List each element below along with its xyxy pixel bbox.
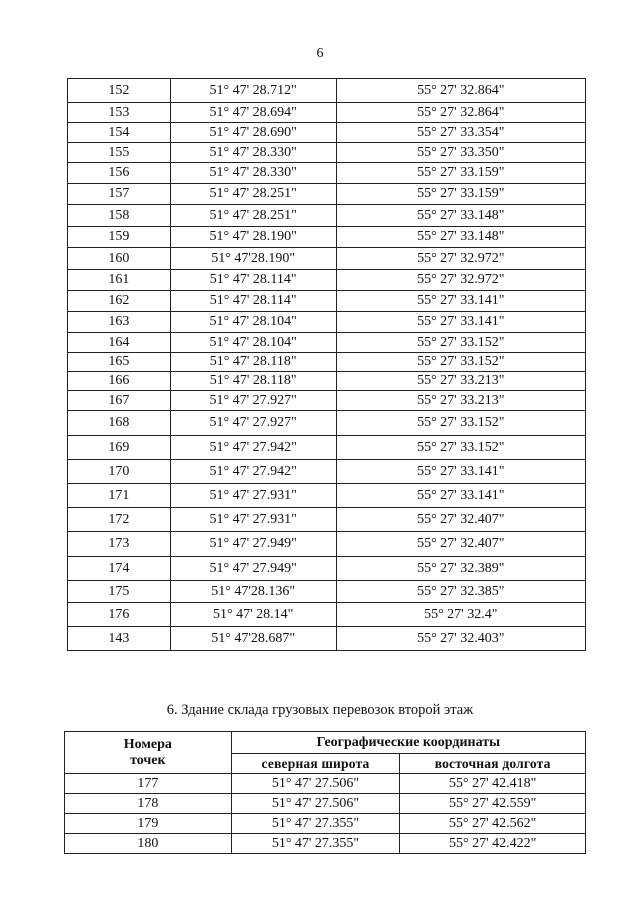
point-number-cell: 163 [68, 312, 171, 333]
point-number-cell: 177 [65, 774, 232, 794]
longitude-cell: 55° 27' 32.972" [336, 248, 586, 270]
table-row [68, 291, 586, 312]
table-row [65, 774, 586, 794]
longitude-cell: 55° 27' 33.148" [336, 227, 586, 248]
longitude-cell: 55° 27' 33.141" [336, 312, 586, 333]
point-number-cell: 157 [68, 184, 171, 205]
table-row [68, 581, 586, 603]
latitude-cell: 51° 47' 28.251" [170, 205, 336, 227]
warehouse-table-body [65, 774, 586, 854]
coordinates-table [67, 78, 586, 651]
point-number-cell: 173 [68, 532, 171, 557]
point-number-cell: 158 [68, 205, 171, 227]
longitude-cell: 55° 27' 42.562" [400, 814, 586, 834]
table-row [68, 205, 586, 227]
longitude-header: восточная долгота [400, 754, 586, 774]
latitude-cell: 51° 47' 28.118" [170, 372, 336, 391]
point-number-cell: 152 [68, 79, 171, 103]
longitude-cell: 55° 27' 32.972" [336, 270, 586, 291]
latitude-cell: 51° 47' 27.949" [170, 532, 336, 557]
longitude-cell: 55° 27' 33.159" [336, 163, 586, 184]
longitude-cell: 55° 27' 33.141" [336, 460, 586, 484]
latitude-cell: 51° 47' 28.114" [170, 291, 336, 312]
table-row [68, 603, 586, 627]
point-number-cell: 176 [68, 603, 171, 627]
latitude-cell: 51° 47' 28.104" [170, 333, 336, 353]
latitude-cell: 51° 47' 27.949" [170, 557, 336, 581]
table-row [65, 814, 586, 834]
latitude-cell: 51° 47' 27.927" [170, 391, 336, 411]
latitude-header: северная широта [231, 754, 400, 774]
latitude-cell: 51° 47' 28.330" [170, 163, 336, 184]
latitude-cell: 51° 47' 27.355" [231, 834, 400, 854]
latitude-cell: 51° 47' 28.14" [170, 603, 336, 627]
longitude-cell: 55° 27' 33.152" [336, 333, 586, 353]
table-row [68, 436, 586, 460]
table-row [68, 312, 586, 333]
page-number: 6 [316, 46, 324, 61]
point-number-cell: 167 [68, 391, 171, 411]
longitude-cell: 55° 27' 32.407" [336, 508, 586, 532]
point-number-cell: 171 [68, 484, 171, 508]
longitude-cell: 55° 27' 33.148" [336, 205, 586, 227]
table-row [65, 834, 586, 854]
latitude-cell: 51° 47' 28.114" [170, 270, 336, 291]
table-row [68, 411, 586, 436]
longitude-cell: 55° 27' 33.159" [336, 184, 586, 205]
point-number-cell: 170 [68, 460, 171, 484]
point-number-cell: 162 [68, 291, 171, 312]
longitude-cell: 55° 27' 32.864" [336, 103, 586, 123]
point-number-cell: 165 [68, 353, 171, 372]
longitude-cell: 55° 27' 32.385" [336, 581, 586, 603]
latitude-cell: 51° 47' 28.694" [170, 103, 336, 123]
coordinates-header: Географические координаты [231, 732, 585, 754]
point-number-cell: 160 [68, 248, 171, 270]
longitude-cell: 55° 27' 42.418" [400, 774, 586, 794]
table-row [68, 143, 586, 163]
latitude-cell: 51° 47' 27.506" [231, 774, 400, 794]
point-number-cell: 169 [68, 436, 171, 460]
point-number-cell: 174 [68, 557, 171, 581]
longitude-cell: 55° 27' 33.152" [336, 353, 586, 372]
latitude-cell: 51° 47' 28.690" [170, 123, 336, 143]
point-number-cell: 153 [68, 103, 171, 123]
longitude-cell: 55° 27' 33.152" [336, 436, 586, 460]
warehouse-coordinates-table [64, 731, 586, 854]
table-row [68, 508, 586, 532]
table-row [68, 184, 586, 205]
table-row [68, 372, 586, 391]
table-row [68, 391, 586, 411]
longitude-cell: 55° 27' 33.141" [336, 291, 586, 312]
table-row [68, 460, 586, 484]
latitude-cell: 51° 47' 28.118" [170, 353, 336, 372]
longitude-cell: 55° 27' 32.4" [336, 603, 586, 627]
points-header-line2: точек [130, 752, 166, 768]
longitude-cell: 55° 27' 33.141" [336, 484, 586, 508]
latitude-cell: 51° 47'28.190" [170, 248, 336, 270]
latitude-cell: 51° 47' 28.330" [170, 143, 336, 163]
point-number-cell: 175 [68, 581, 171, 603]
table-row [68, 333, 586, 353]
points-header [65, 732, 232, 774]
table-row [68, 484, 586, 508]
table-row [68, 103, 586, 123]
longitude-cell: 55° 27' 33.350" [336, 143, 586, 163]
latitude-cell: 51° 47' 27.355" [231, 814, 400, 834]
point-number-cell: 143 [68, 627, 171, 651]
longitude-cell: 55° 27' 32.864" [336, 79, 586, 103]
point-number-cell: 172 [68, 508, 171, 532]
longitude-cell: 55° 27' 32.389" [336, 557, 586, 581]
latitude-cell: 51° 47' 27.942" [170, 436, 336, 460]
point-number-cell: 155 [68, 143, 171, 163]
point-number-cell: 179 [65, 814, 232, 834]
longitude-cell: 55° 27' 33.354" [336, 123, 586, 143]
point-number-cell: 180 [65, 834, 232, 854]
longitude-cell: 55° 27' 33.213" [336, 372, 586, 391]
latitude-cell: 51° 47' 27.506" [231, 794, 400, 814]
longitude-cell: 55° 27' 42.559" [400, 794, 586, 814]
section-title: 6. Здание склада грузовых перевозок второй этаж [166, 702, 474, 718]
latitude-cell: 51° 47' 27.931" [170, 484, 336, 508]
coordinates-table-body [68, 79, 586, 651]
longitude-cell: 55° 27' 32.403" [336, 627, 586, 651]
latitude-cell: 51° 47' 27.942" [170, 460, 336, 484]
table-row [68, 353, 586, 372]
point-number-cell: 159 [68, 227, 171, 248]
longitude-cell: 55° 27' 33.152" [336, 411, 586, 436]
longitude-cell: 55° 27' 32.407" [336, 532, 586, 557]
table-row [68, 557, 586, 581]
header-row [65, 732, 586, 754]
table-row [68, 270, 586, 291]
point-number-cell: 154 [68, 123, 171, 143]
latitude-cell: 51° 47'28.687" [170, 627, 336, 651]
table-row [68, 248, 586, 270]
latitude-cell: 51° 47' 27.927" [170, 411, 336, 436]
latitude-cell: 51° 47' 28.712" [170, 79, 336, 103]
point-number-cell: 161 [68, 270, 171, 291]
latitude-cell: 51° 47'28.136" [170, 581, 336, 603]
longitude-cell: 55° 27' 33.213" [336, 391, 586, 411]
latitude-cell: 51° 47' 28.190" [170, 227, 336, 248]
longitude-cell: 55° 27' 42.422" [400, 834, 586, 854]
point-number-cell: 168 [68, 411, 171, 436]
points-header-line1: Номера [123, 736, 172, 752]
table-row [68, 79, 586, 103]
table-row [68, 627, 586, 651]
latitude-cell: 51° 47' 28.104" [170, 312, 336, 333]
table-row [68, 163, 586, 184]
table-row [65, 794, 586, 814]
latitude-cell: 51° 47' 27.931" [170, 508, 336, 532]
table-row [68, 227, 586, 248]
latitude-cell: 51° 47' 28.251" [170, 184, 336, 205]
point-number-cell: 164 [68, 333, 171, 353]
point-number-cell: 166 [68, 372, 171, 391]
point-number-cell: 178 [65, 794, 232, 814]
table-row [68, 123, 586, 143]
table-row [68, 532, 586, 557]
point-number-cell: 156 [68, 163, 171, 184]
